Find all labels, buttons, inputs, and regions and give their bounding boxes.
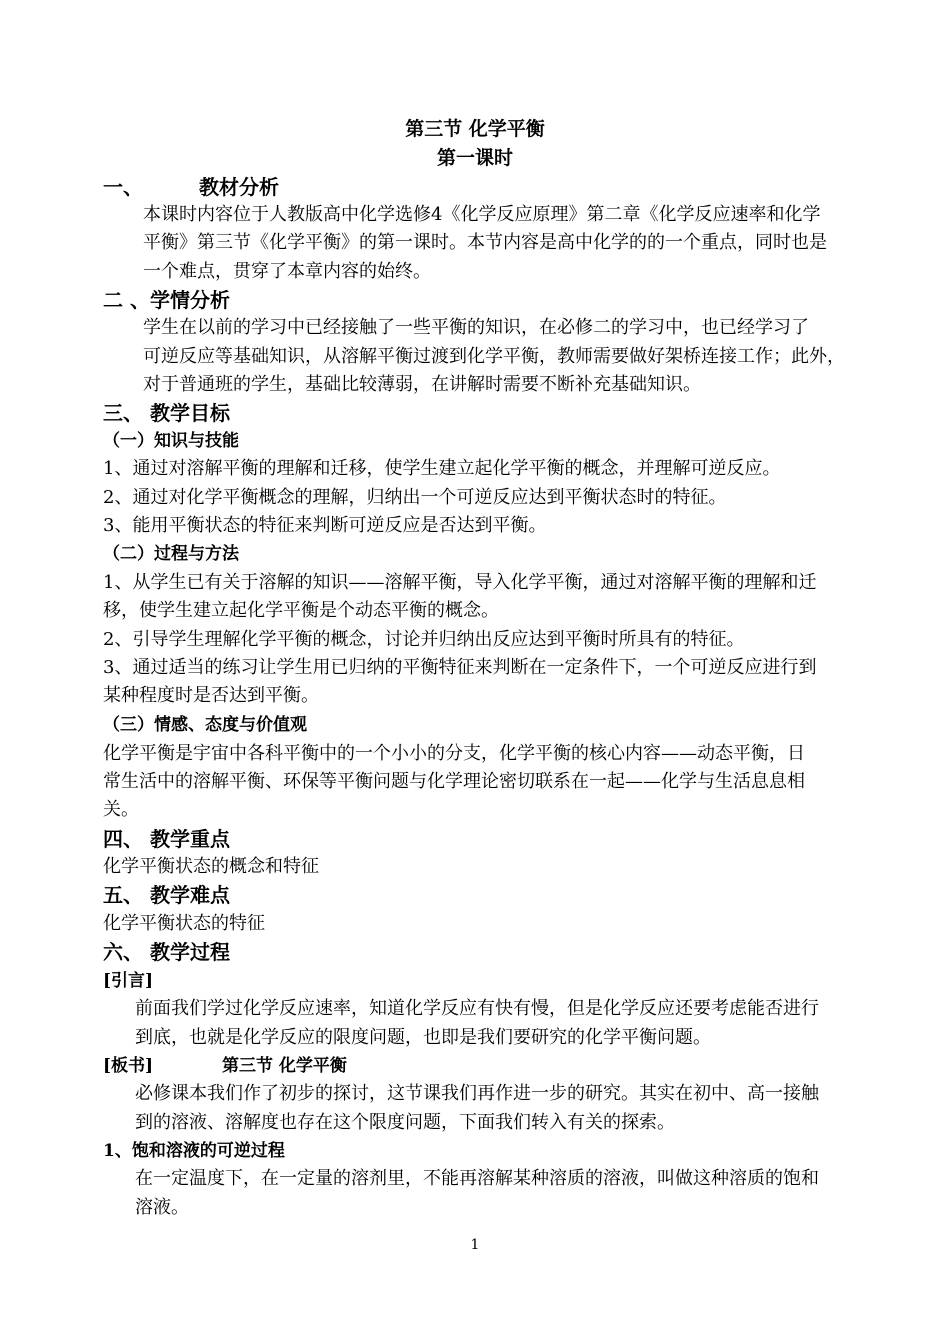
paragraph-line: 本课时内容位于人教版高中化学选修4《化学反应原理》第二章《化学反应速率和化学 xyxy=(143,204,821,225)
paragraph-line: 化学平衡状态的特征 xyxy=(103,913,265,934)
section-6-heading: 六、 教学过程 xyxy=(103,940,230,964)
paragraph-line: 2、通过对化学平衡概念的理解，归纳出一个可逆反应达到平衡状态时的特征。 xyxy=(103,487,727,508)
page-title: 第三节 化学平衡 xyxy=(405,118,545,140)
paragraph-line: 可逆反应等基础知识，从溶解平衡过渡到化学平衡，教师需要做好架桥连接工作；此外， xyxy=(143,346,845,367)
item-heading: 1、饱和溶液的可逆过程 xyxy=(103,1141,285,1161)
paragraph-line: 关。 xyxy=(103,799,139,820)
subsection-heading: （三）情感、态度与价值观 xyxy=(103,715,307,735)
paragraph-line: 1、从学生已有关于溶解的知识——溶解平衡，导入化学平衡，通过对溶解平衡的理解和迁 xyxy=(103,572,817,593)
paragraph-line: 到的溶液、溶解度也存在这个限度问题，下面我们转入有关的探索。 xyxy=(135,1112,675,1133)
paragraph-line: 1、通过对溶解平衡的理解和迁移，使学生建立起化学平衡的概念，并理解可逆反应。 xyxy=(103,458,781,479)
section-1-heading xyxy=(103,172,279,202)
paragraph-line: 到底，也就是化学反应的限度问题，也即是我们要研究的化学平衡问题。 xyxy=(135,1027,711,1048)
board-tag: [板书] xyxy=(103,1056,154,1076)
subsection-heading: （一）知识与技能 xyxy=(103,431,239,451)
board-heading: 第三节 化学平衡 xyxy=(222,1056,347,1076)
paragraph-line: 在一定温度下，在一定量的溶剂里，不能再溶解某种溶质的溶液，叫做这种溶质的饱和 xyxy=(135,1168,819,1189)
section-4-heading: 四、 教学重点 xyxy=(103,827,230,851)
paragraph-line: 化学平衡状态的概念和特征 xyxy=(103,856,319,877)
paragraph-line: 一个难点，贯穿了本章内容的始终。 xyxy=(143,261,431,282)
paragraph-line: 前面我们学过化学反应速率，知道化学反应有快有慢，但是化学反应还要考虑能否进行 xyxy=(135,998,819,1019)
paragraph-line: 平衡》第三节《化学平衡》的第一课时。本节内容是高中化学的的一个重点，同时也是 xyxy=(143,232,827,253)
paragraph-line: 3、能用平衡状态的特征来判断可逆反应是否达到平衡。 xyxy=(103,515,547,536)
subsection-heading: （二）过程与方法 xyxy=(103,544,239,564)
intro-tag: [引言] xyxy=(103,971,154,991)
paragraph-line: 2、引导学生理解化学平衡的概念，讨论并归纳出反应达到平衡时所具有的特征。 xyxy=(103,629,745,650)
paragraph-line: 化学平衡是宇宙中各科平衡中的一个小小的分支，化学平衡的核心内容——动态平衡，日 xyxy=(103,743,805,764)
paragraph-line: 溶液。 xyxy=(135,1197,189,1218)
section-1-number: 一、 xyxy=(103,175,143,199)
page-subtitle: 第一课时 xyxy=(436,147,513,169)
section-5-heading: 五、 教学难点 xyxy=(103,883,230,907)
paragraph-line: 3、通过适当的练习让学生用已归纳的平衡特征来判断在一定条件下，一个可逆反应进行到 xyxy=(103,657,817,678)
paragraph-line: 移，使学生建立起化学平衡是个动态平衡的概念。 xyxy=(103,600,499,621)
paragraph-line: 某种程度时是否达到平衡。 xyxy=(103,685,319,706)
paragraph-line: 对于普通班的学生，基础比较薄弱，在讲解时需要不断补充基础知识。 xyxy=(143,374,701,395)
page-number: 1 xyxy=(470,1237,480,1253)
section-1-title: 教材分析 xyxy=(199,175,279,199)
section-2-heading: 二 、学情分析 xyxy=(103,288,230,312)
paragraph-line: 常生活中的溶解平衡、环保等平衡问题与化学理论密切联系在一起——化学与生活息息相 xyxy=(103,771,805,792)
paragraph-line: 必修课本我们作了初步的探讨，这节课我们再作进一步的研究。其实在初中、高一接触 xyxy=(135,1083,819,1104)
section-3-heading: 三、 教学目标 xyxy=(103,401,230,425)
paragraph-line: 学生在以前的学习中已经接触了一些平衡的知识，在必修二的学习中，也已经学习了 xyxy=(143,317,809,338)
